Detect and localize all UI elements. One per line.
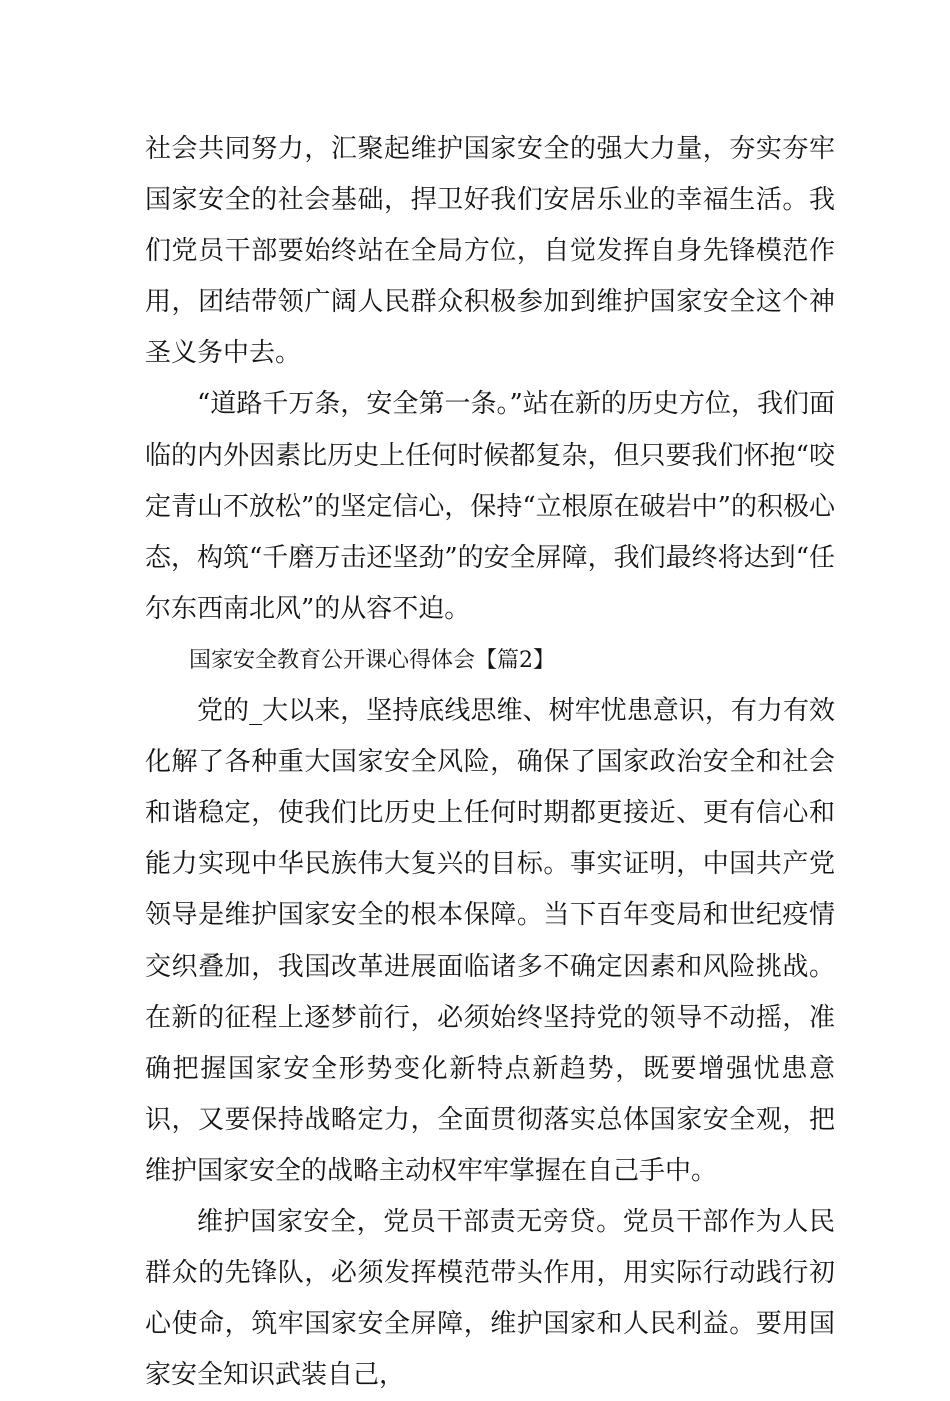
paragraph-party-leadership: 党的_大以来，坚持底线思维、树牢忧患意识，有力有效化解了各种重大国家安全风险，确保了国家政治安全和社会和谐稳定，使我们比历史上任何时期都更接近、更有信心和能力实现中华民族伟大复兴的目标。事实证明，中国共产党领导是维护国家安全的根本保障。当下百年变局和世纪疫情交织叠加，我国改革进展面临诸多不确定因素和风险挑战。在新的征程上逐梦前行，必须始终坚持党的领导不动摇，准确把握国家安全形势变化新特点新趋势，既要增强忧患意识，又要保持战略定力，全面贯彻落实总体国家安全观，把维护国家安全的战略主动权牢牢掌握在自己手中。 <box>145 696 835 1186</box>
paragraph-continuation: 社会共同努力，汇聚起维护国家安全的强大力量，夯实夯牢国家安全的社会基础，捍卫好我们安居乐业的幸福生活。我们党员干部要始终站在全局方位，自觉发挥自身先锋模范作用，团结带领广阔人民群众积极参加到维护国家安全这个神圣义务中去。 <box>145 134 835 369</box>
paragraph-road-safety: “道路千万条，安全第一条。”站在新的历史方位，我们面临的内外因素比历史上任何时候都复杂，但只要我们怀抱“咬定青山不放松”的坚定信心，保持“立根原在破岩中”的积极心态，构筑“千磨万击还坚劲”的安全屏障，我们最终将达到“任尔东西南北风”的从容不迫。 <box>145 389 835 624</box>
section-heading: 国家安全教育公开课心得体会【篇2】 <box>189 647 555 673</box>
paragraph-party-members: 维护国家安全，党员干部责无旁贷。党员干部作为人民群众的先锋队，必须发挥模范带头作用，用实际行动践行初心使命，筑牢国家安全屏障，维护国家和人民利益。要用国家安全知识武装自己， <box>145 1206 835 1391</box>
document-body <box>145 124 835 1401</box>
